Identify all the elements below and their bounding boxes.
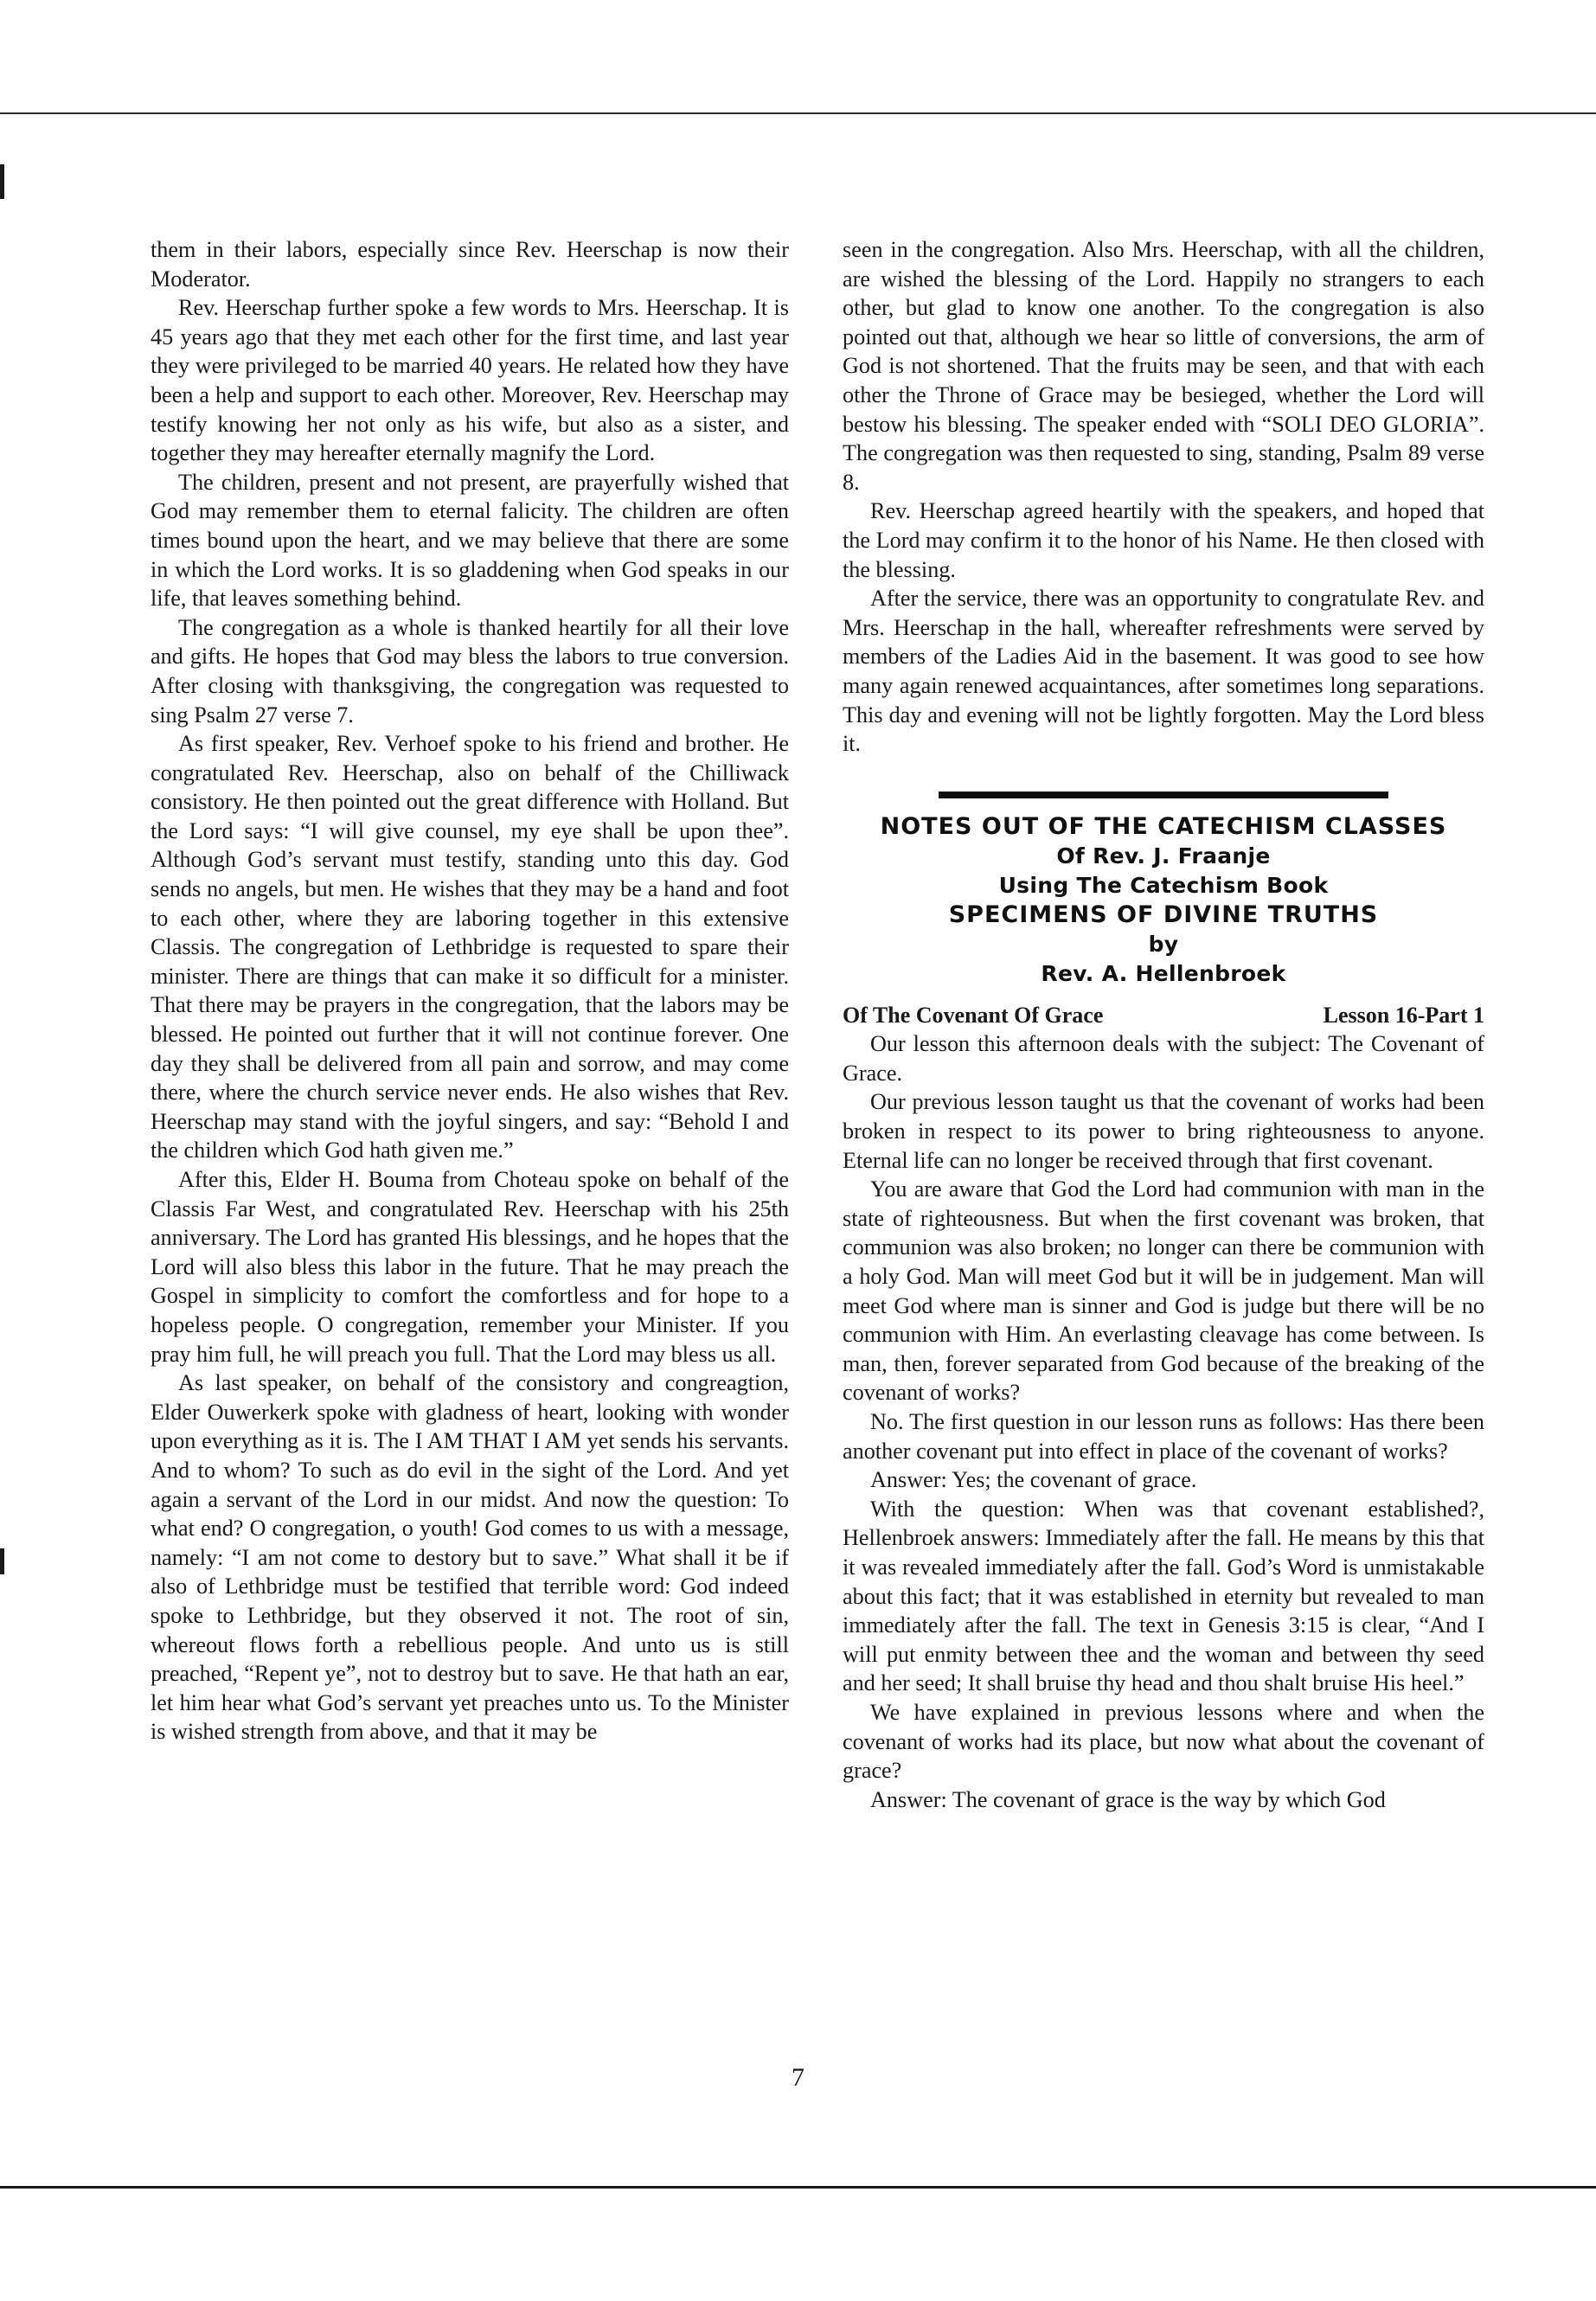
heading-book-title: SPECIMENS OF DIVINE TRUTHS	[948, 901, 1379, 928]
paragraph: Our previous lesson taught us that the covenant of works had been broken in respect to its power to bring righteousness to anyone. Eternal life can no longer be received through that first covenant.	[843, 1089, 1484, 1173]
binding-edge-mark	[0, 1548, 4, 1574]
page-number: 7	[792, 2063, 804, 2092]
paragraph: Answer: Yes; the covenant of grace.	[870, 1467, 1197, 1493]
paragraph: After the service, there was an opportunity to congratulate Rev. and Mrs. Heerschap in the hall, whereafter refreshments were served by members of the Ladies Aid in the basement. It was good to see how many again renewed acquaintances, after sometimes long separations. This day and evening will not be lightly forgotten. May the Lord bless it.	[843, 586, 1484, 757]
paragraph: We have explained in previous lessons where and when the covenant of works had its place, but now what about the covenant of grace?	[843, 1699, 1484, 1784]
lesson-header	[843, 1001, 1484, 1030]
binding-edge-mark	[0, 164, 4, 199]
paragraph: No. The first question in our lesson runs as follows: Has there been another covenant put into effect in place of the covenant of works?	[843, 1409, 1484, 1464]
paragraph: With the question: When was that covenant established?, Hellenbroek answers: Immediately after the fall. He means by this that it was revealed immediately after the fall. God’s Word is unmistakable about this fact; that it was established in eternity but revealed to man immediately after the fall. The text in Genesis 3:15 is clear, “And I will put enmity between thee and the woman and between thy seed and her seed; It shall bruise thy head and thou shalt bruise His heel.”	[843, 1496, 1484, 1696]
heading-subtitle: Using The Catechism Book	[998, 872, 1329, 898]
paragraph: After this, Elder H. Bouma from Choteau spoke on behalf of the Classis Far West, and congratulated Rev. Heerschap with his 25th anniversary. The Lord has granted His blessings, and he hopes that the Lord will also bless this labor in the future. That he may preach the Gospel in simplicity to comfort the comfortless and for hope to a hopeless people. O congregation, remember your Minister. If you pray him full, he will preach you full. That the Lord may bless us all.	[151, 1167, 789, 1367]
paragraph: Our lesson this afternoon deals with the subject: The Covenant of Grace.	[843, 1031, 1484, 1086]
paragraph: seen in the congregation. Also Mrs. Heerschap, with all the children, are wished the blessing of the Lord. Happily no strangers to each other, but glad to know one another. To the congregation is also pointed out that, although we hear so little of conversions, the arm of God is not shortened. That the fruits may be seen, and that with each other the Throne of Grace may be besieged, whether the Lord will bestow his blessing. The speaker ended with “SOLI DEO GLORIA”. The congregation was then requested to sing, standing, Psalm 89 verse 8.	[843, 237, 1484, 495]
section-divider	[939, 792, 1388, 798]
paragraph: The children, present and not present, are prayerfully wished that God may remember them to eternal falicity. The children are often times bound upon the heart, and we may believe that there are some in which the Lord works. It is so gladdening when God speaks in our life, that leaves something behind.	[151, 469, 789, 612]
lesson-title: Of The Covenant Of Grace	[843, 1002, 1104, 1028]
paragraph: The congregation as a whole is thanked heartily for all their love and gifts. He hopes that God may bless the labors to true conversion. After closing with thanksgiving, the congregation was requested to sing Psalm 27 verse 7.	[151, 614, 789, 727]
paragraph: As first speaker, Rev. Verhoef spoke to his friend and brother. He congratulated Rev. Heerschap, also on behalf of the Chilliwack consistory. He then pointed out the great difference with Holland. But the Lord says: “I will give counsel, my eye shall be upon thee”. Although God’s servant must testify, standing unto this day. God sends no angels, but men. He wishes that they may be a hand and foot to each other, where they are laboring together in this extensive Classis. The congregation of Lethbridge is requested to spare their minister. There are things that can make it so difficult for a minister. That there may be prayers in the congregation, that the labors may be blessed. He pointed out further that it will not continue forever. One day they shall be delivered from all pain and sorrow, and may come there, where the church service never ends. He also wishes that Rev. Heerschap may stand with the joyful singers, and say: “Behold I and the children which God hath given me.”	[151, 731, 789, 1163]
paragraph: You are aware that God the Lord had communion with man in the state of righteousness. But when the first covenant was broken, that communion was also broken; no longer can there be communion with a holy God. Man will meet God but it will be in judgement. Man will meet God where man is sinner and God is judge but there will be no communion with Him. An everlasting cleavage has come between. Is man, then, forever separated from God because of the breaking of the covenant of works?	[843, 1176, 1484, 1406]
heading-by: by	[1148, 931, 1179, 957]
paragraph: As last speaker, on behalf of the consistory and congreagtion, Elder Ouwerkerk spoke with gladness of heart, looking with wonder upon everything as it is. The I AM THAT I AM yet sends his servants. And to whom? To such as do evil in the sight of the Lord. And yet again a servant of the Lord in our midst. And now the question: To what end? O congregation, o youth! God comes to us with a message, namely: “I am not come to destory but to save.” What shall it be if also of Lethbridge must be testified that terrible word: God indeed spoke to Lethbridge, but they observed it not. The root of sin, whereout flows forth a rebellious people. And unto us is still preached, “Repent ye”, not to destroy but to save. He that hath an ear, let him hear what God’s servant yet preaches unto us. To the Minister is wished strength from above, and that it may be	[151, 1370, 789, 1745]
right-column	[843, 235, 1484, 1814]
left-column	[151, 235, 789, 1747]
paragraph: Answer: The covenant of grace is the way by which God	[870, 1786, 1386, 1812]
article-heading	[843, 812, 1484, 989]
heading-book-author: Rev. A. Hellenbroek	[1041, 960, 1286, 986]
heading-title: NOTES OUT OF THE CATECHISM CLASSES	[880, 812, 1447, 840]
heading-author: Of Rev. J. Fraanje	[1056, 843, 1271, 868]
paragraph: them in their labors, especially since Rev. Heerschap is now their Moderator.	[151, 237, 789, 292]
lesson-number: Lesson 16-Part 1	[1323, 1002, 1484, 1028]
paragraph: Rev. Heerschap further spoke a few words to Mrs. Heerschap. It is 45 years ago that they met each other for the first time, and last year they were privileged to be married 40 years. He related how they have been a help and support to each other. Moreover, Rev. Heerschap may testify knowing her not only as his wife, but also as a sister, and together they may hereafter eternally magnify the Lord.	[151, 295, 789, 466]
paragraph: Rev. Heerschap agreed heartily with the speakers, and hoped that the Lord may confirm it to the honor of his Name. He then closed with the blessing.	[843, 498, 1484, 582]
